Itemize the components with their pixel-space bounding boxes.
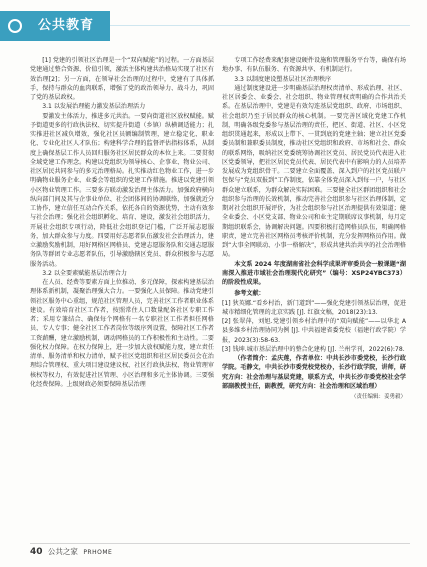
left_column-paragraph-0: [1] 党建的引领社区治理是一个“双向赋能”的过程。一方面基层党建通过整合资源、价值引领，激活主体构建共治格局实现了社区有效治理[2]；另一方面，在领导社会治理的过程中，党建有了具体抓手，保持与群众的血肉联系，增强了党的政治领导力、战斗力，巩固了党的基层政权。: [30, 57, 214, 101]
section-tag-label: 公共教育: [38, 18, 95, 33]
footer-divider: [30, 543, 410, 544]
left_column-paragraph-2: 要激发主体活力，推进多元共治。一要向街道社区放权赋能。赋予街道更多的行政执法权、切实提升街道（乡镇）纵横调适能力；扎实推进社区减负增效，强化社区员额编制管理，建立稳定化、职业化、专业化社区人才队伍；构建科学合理的监督评估指标体系，从制度上确保基层工作人员回归服务社区居民群众的本位上来。二要贯彻全域党建工作理念。构建以党组织为领导核心、企事业、物业公司、社区居民共同参与的多元治理格局。扎实推动红色物业工作，进一步明确物业服务企业、业委会等组织的党建工作措施。推进以党建引领小区物业管理工作。三要多方联动激发治理主体活力。加强政府横向纵向部门间及其与企事业单位、社会团体间的协调联络，加强就近分工协作，建立信任互动合作关系，依托各自的资源优势，主动有效参与社会治理；强化社会组织孵化、培育、建设，激发社会组织活力，开展社会组织专项行动，降低社会组织登记门槛，广泛开展志愿服务，加大群众参与力度。四要用好志愿者队伍激发社会治理活力，建立激励奖励机制，用好网格区网格员、党建志愿服务队和交通志愿服务队等群团专业志愿者队伍，引导激励辖区党员、群众积极参与志愿服务活动。: [30, 112, 214, 268]
header-divider: [110, 25, 410, 26]
page-footer: [30, 546, 112, 557]
right_column-paragraph-0: 专项工作经费来配套建设硬件设施和管理服务平台等，确保有场地办事、有队伍服务、有资源共享、有机制运行。: [222, 57, 406, 74]
right_column-paragraph-9: （责任编辑：姜勇毅）: [350, 394, 406, 400]
left_column-paragraph-3: 3.2 以全要素赋能基层治理合力: [42, 269, 127, 277]
circle-icon: [8, 19, 22, 33]
right_column-paragraph-2: 通过制度建设进一步明确基层治理权责清单、形成治理、社区、社区居委会、业委会、社会组织、物业管理权责明确的合作共治关系。在基层治理中，党建是有效勾连基层党组织、政府、市场组织、社会组织乃至于居民群众的核心机制。一要完善区域化党建工作机制，明确各级党委参与基层治理的责任，把区、街道、社区、小区党组织贯通起来，形成以上带下、一贯到底的党建主轴；建立社区党委委员制和兼职委员制度，推动社区党组织和政府、市场和社会、群众的联系网络，吸纳社区党委统筹协调社区党员、居民党员代表进入社区党委领导，把社区居民党员代表、居民代表中有影响力的人员培养发展成为党组织骨干。二要建立全面覆盖、深入到户的社区党员联户包保与“党员双报到”工作制度，依靠全体党员深入到每一户，与社区群众建立联系，为群众解决实际困难。三要健全社区群团组织和社会组织参与治理的长效机制，推动完善社会组织参与社区治理体制，定期对社会组织开展评价，为社会组织参与社区治理提供有效渠道；健全业委会、小区党支部、物业公司和业主定期联席议事机制，每月定期组织联系会，协调解决问题。四要积极打造网格员队伍，明确网格职责，建立完善社区网格员考核评价机制，充分发挥网格员作用。做到“大事全网联动、小事一格解决”，形成共建共治共享的社会治理格局。: [222, 84, 406, 259]
right_column-paragraph-8: （作者简介：孟庆莲，作者单位：中共长沙市委党校，长沙行政学院。毛静文，中共长沙市委党校党校办，长沙行政学院，讲师，研究方向：社会治理与基层党建，联系方式，中共长沙市委党校社会学部副教授主任，副教授，研究方向：社会治理和区域治理）: [222, 355, 406, 390]
right_column-paragraph-4: 参考文献：: [234, 290, 265, 298]
right_column-paragraph-7: [3] 钱坤.城市基层治理中的整合化建构 [J]. 兰州学刊，2022(6):78.: [222, 345, 405, 353]
right_column-paragraph-6: [2] 张翠萍，刘旭.党建引领乡村治理中的“双向赋能”——以华北 A 县多维乡村治理协同为例 [J]. 中共福建省委党校（福建行政学院）学报，2023(3):58-63.: [222, 318, 406, 344]
right_column-paragraph-3: 本文系 2024 年度湖南省社会科学成果评审委员会一般课题“湖南深入推进市域社会治理现代化研究”（编号：XSP24YBC373）的阶段性成果。: [222, 260, 406, 286]
right-column: [222, 56, 406, 402]
magazine-name: 公共之家: [47, 547, 78, 556]
page-number: 40: [30, 547, 43, 557]
right_column-paragraph-1: 3.3 以制度建设塑基层社区治理秩序: [234, 75, 332, 83]
right_column-paragraph-5: [1] 狄英娜.“看乡村治，新门道到”——强化党建引领基层治理，促进城市精细化管理的北京实践 [J]. 红旗文稿，2018(23):13.: [222, 299, 406, 316]
left_column-paragraph-1: 3.1 以发展治理能力激发基层治理活力: [42, 103, 146, 111]
left-column: [30, 56, 214, 389]
left_column-paragraph-4: 在人员、经费等要素方面上位推动、多元保障，探索构建基层治理体系新机制，凝聚治理强大合力。一要强化人员保障。推动党建引领社区服务中心重组，规范社区管理人员，完善社区工作者职业体系建设。有效培育社区工作者，按照常住人口数量配备社区专职工作者；采用专兼结合、确保每个网格有一名专职社区工作者担任网格员、专人专事；健全社区工作者岗位等级序列设置，保障社区工作者工资薪酬，建立激励机制，调动网格员的工作积极性和主动性。二要强化权力保障。在权力保障上，进一步加大放权赋能力度，建立责任清单、服务清单和权力清单，赋予社区党组织和社区居民委员会在治理综合管理权、重大项目建设建议权、社区行政执法权、物业管理审核权等权力，有效促进社区管理、小区治理和多元主体协调。三要强化经费保障。上级财政必须要保障基层治理: [30, 279, 214, 388]
magazine-name-en: PRHOME: [83, 549, 113, 556]
